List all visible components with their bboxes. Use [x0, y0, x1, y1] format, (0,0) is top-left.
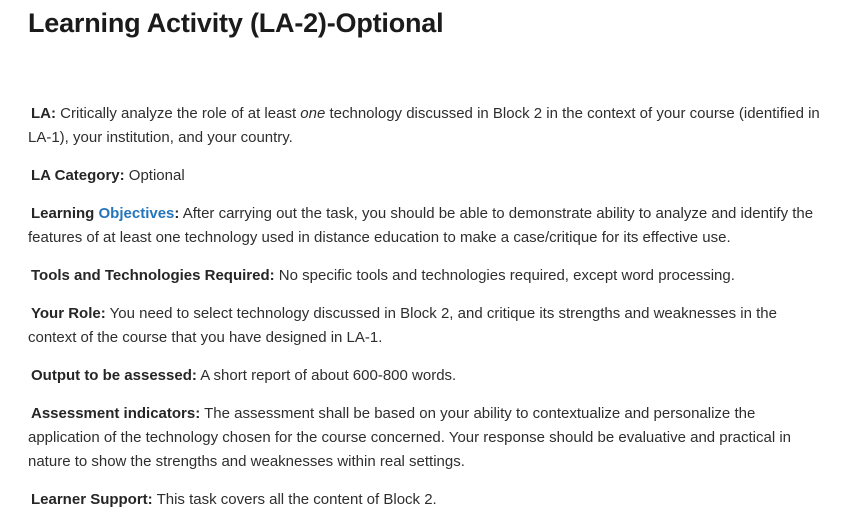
output-label: Output to be assessed:: [31, 367, 197, 384]
tools-text: No specific tools and technologies required, except word processing.: [274, 267, 735, 284]
paragraph-tools: [28, 264, 822, 288]
assessment-text: The assessment shall be based on your ability to contextualize and personalize the application of the technology chosen for the course concerned. Your response should be evaluative and practical in nature to show the strengths and weaknesses within real settings.: [28, 405, 792, 470]
la-category-text: Optional: [124, 167, 185, 184]
paragraph-your-role: [28, 302, 822, 350]
paragraph-learner-support: [28, 488, 822, 512]
paragraph-la: [28, 102, 822, 150]
page-title: Learning Activity (LA-2)-Optional: [28, 8, 444, 38]
learning-objectives-label-suffix: :: [174, 205, 180, 222]
la-text-before-italic: Critically analyze the role of at least: [56, 105, 301, 122]
la-italic-word: one: [300, 105, 326, 122]
la-category-label: LA Category:: [31, 167, 125, 184]
paragraph-la-category: [28, 164, 822, 188]
la-text-after-italic: technology discussed in Block 2 in the context of your course (identified in LA-1), your institution, and your country.: [28, 105, 820, 146]
output-text: A short report of about 600-800 words.: [196, 367, 457, 384]
your-role-label: Your Role:: [31, 305, 106, 322]
assessment-label: Assessment indicators:: [31, 405, 201, 422]
la-label: LA:: [31, 105, 56, 122]
objectives-link[interactable]: Objectives: [98, 205, 175, 222]
your-role-text: You need to select technology discussed in Block 2, and critique its strengths and weaknesses in the context of the course that you have designed in LA-1.: [28, 305, 777, 346]
paragraph-learning-objectives: [28, 202, 822, 250]
paragraph-assessment: [28, 402, 822, 474]
learning-objectives-label-prefix: Learning: [31, 205, 99, 222]
learner-support-label: Learner Support:: [31, 491, 153, 508]
paragraph-output: [28, 364, 822, 388]
learner-support-text: This task covers all the content of Block 2.: [152, 491, 437, 508]
learning-objectives-text: After carrying out the task, you should be able to demonstrate ability to analyze and identify the features of at least one technology used in distance education to make a case/critique for its effective use.: [28, 205, 814, 246]
tools-label: Tools and Technologies Required:: [31, 267, 275, 284]
